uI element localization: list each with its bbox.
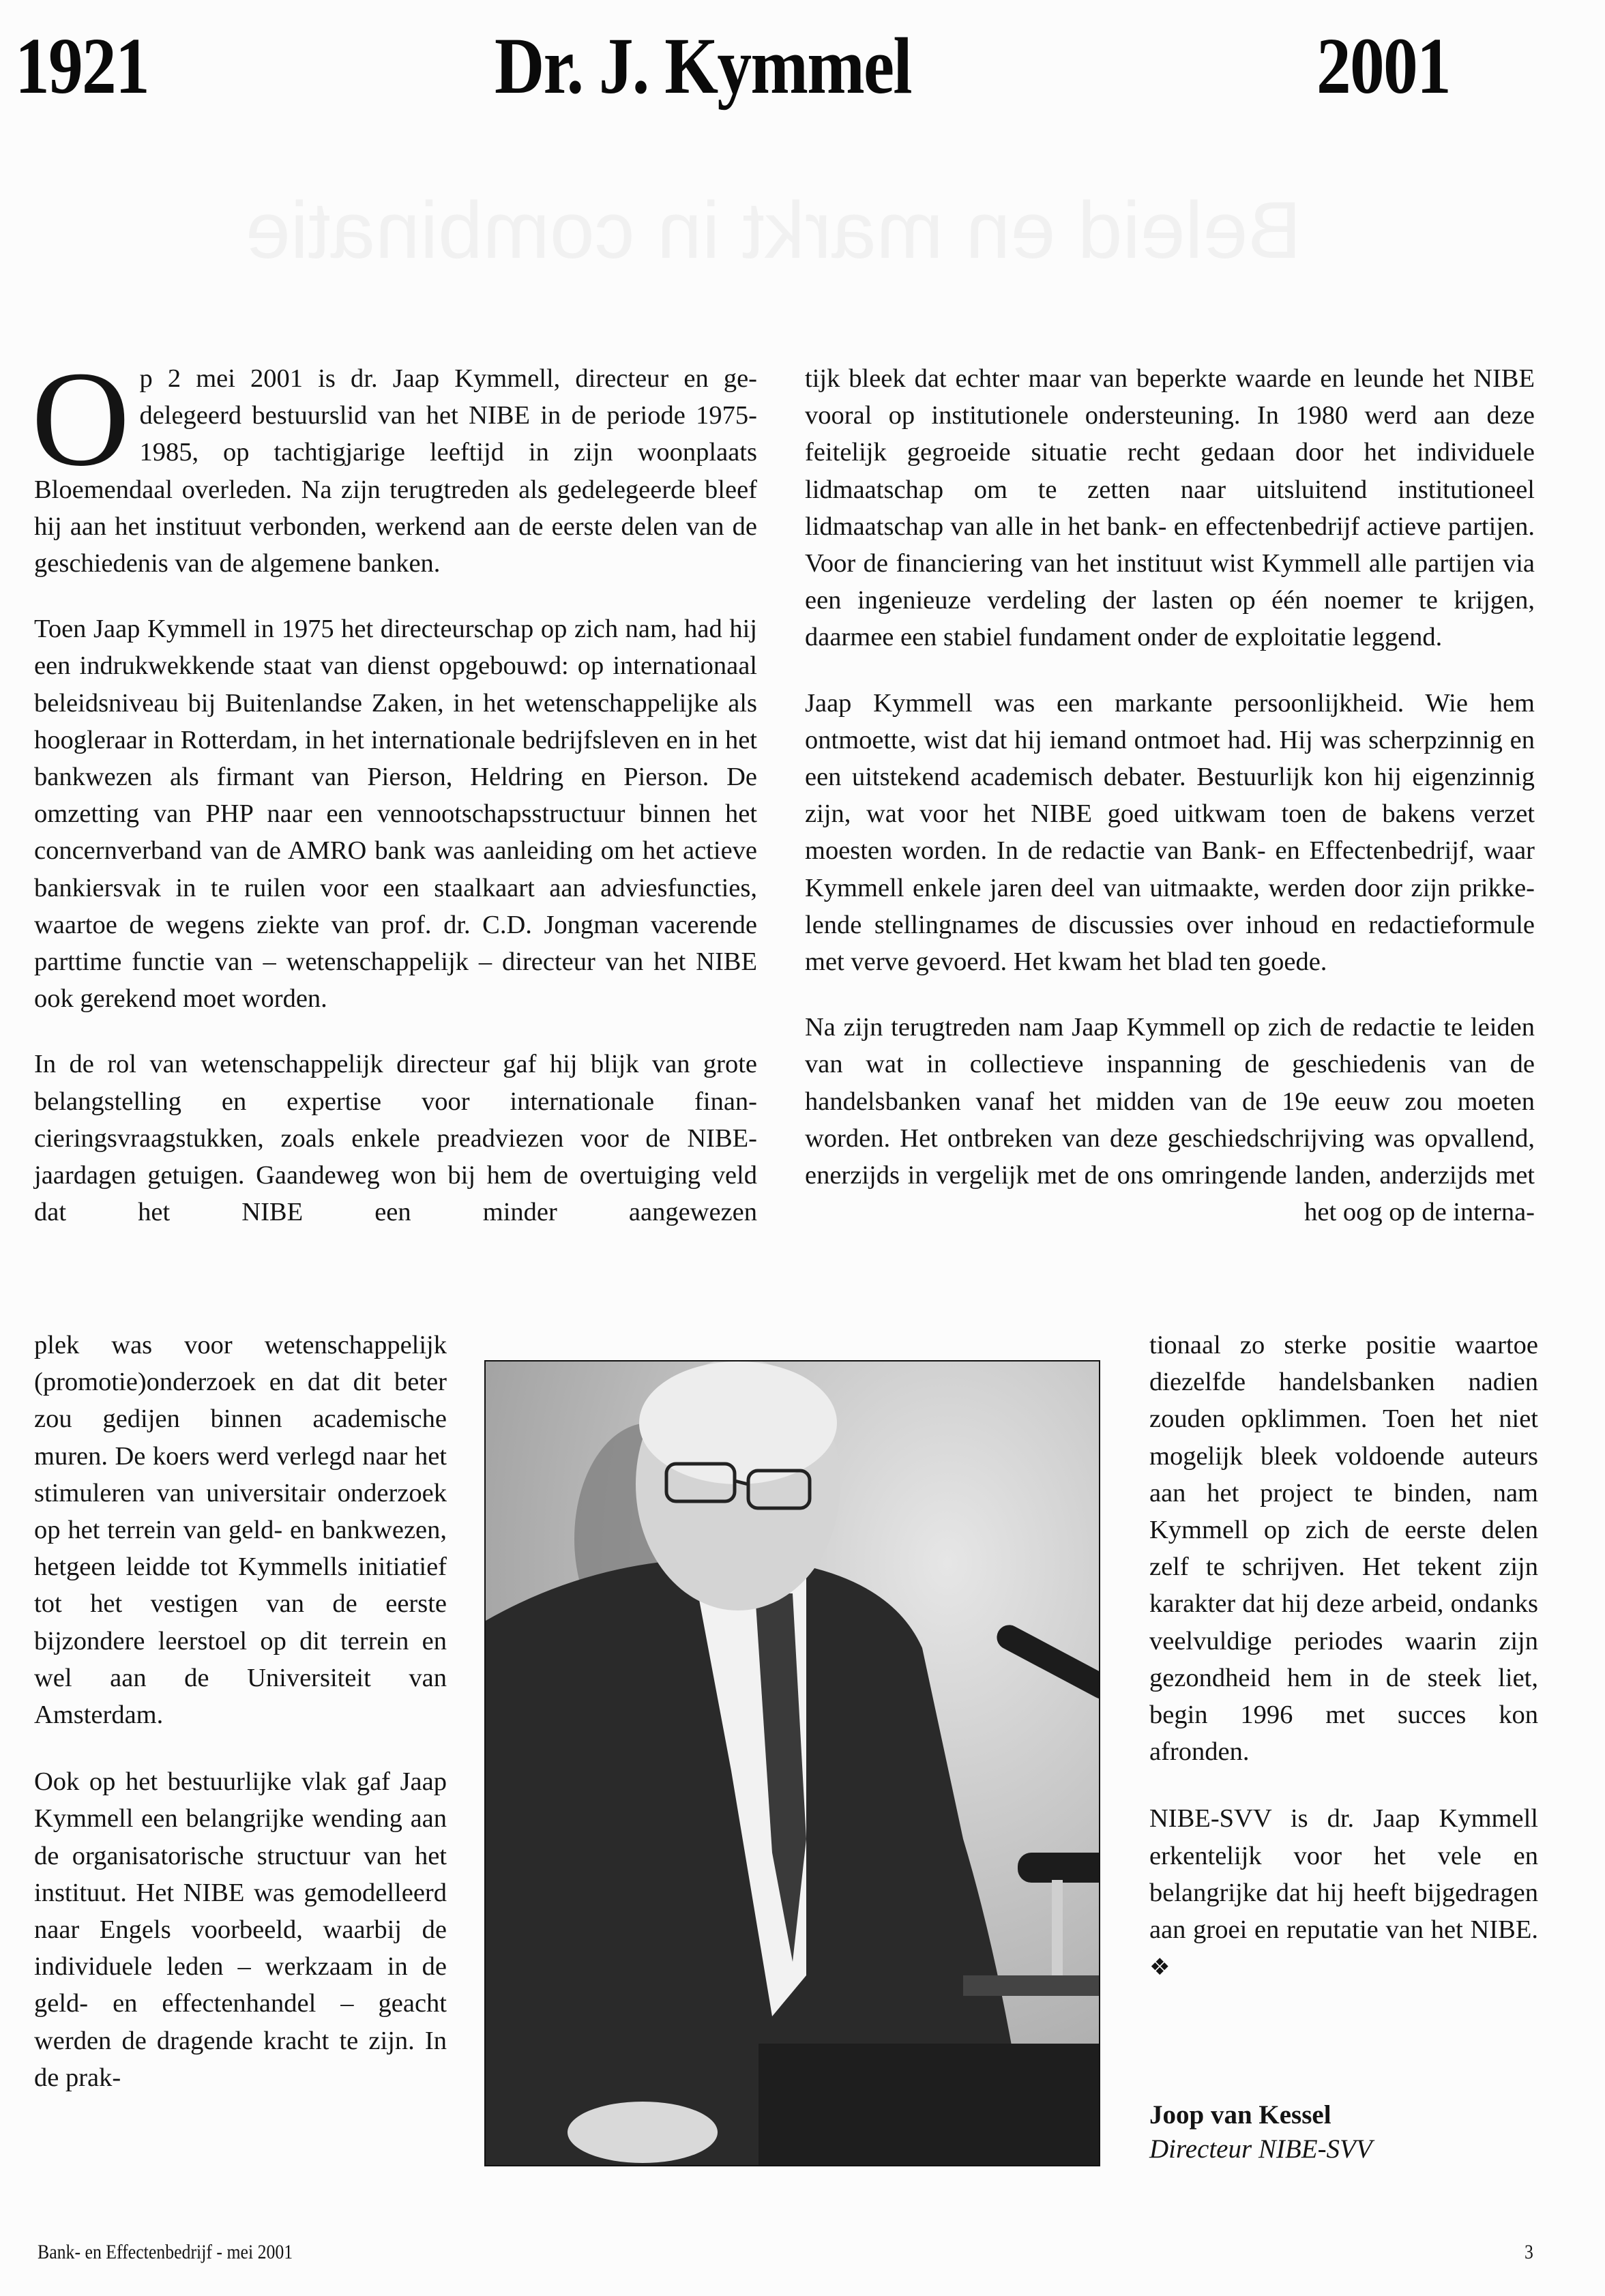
show-through-ghost-text: Beleid en markt in combinatie — [246, 186, 1301, 276]
portrait-photo — [484, 1360, 1100, 2166]
death-year: 2001 — [1316, 21, 1451, 111]
paragraph-research-continued: plek was voor wetenschappelijk (promotie)onderzoek en dat dit beter zou gedijen binnen academische muren. De koers werd verlegd naar het stimuleren van universitair onderzoek op het terrein van geld- en bankwezen, hetgeen leidde tot Kymmells initiatief tot het vestigen van de eerste bijzondere leerstoel op dit terrein en wel aan de Universiteit van Amsterdam. — [34, 1331, 447, 1730]
paragraph-scientific-director: In de rol van wetenschappelijk directeur gaf hij blijk van grote belangstelling en expertise voor internationale financieringsvraagstukken, zoals enkele preadviezen voor de NIBE-jaardagen getuigen. Gaandeweg won bij hem de overtuiging veld dat het NIBE een minder aangewezen — [34, 1050, 757, 1227]
right-column-narrow — [1149, 1327, 1538, 2006]
author-role: Directeur NIBE-SVV — [1149, 2134, 1372, 2164]
birth-year: 1921 — [15, 21, 149, 111]
end-mark-icon: ❖ — [1149, 1954, 1170, 1982]
paragraph-directorship: Toen Jaap Kymmell in 1975 het directeurschap op zich nam, had hij een indrukwekkende staat van dienst opgebouwd: op internationaal beleidsniveau bij Buitenlandse Zaken, in het wetenschappelijke als hoogleraar in Rotterdam, in het internationale bedrijfsleven en in het bankwezen als firmant van Pierson, Heldring en Pierson. De omzetting van PHP naar een vennootschapsstructuur binnen het concernverband van de AMRO bank was aanleiding om het actieve bankiersvak in te ruilen voor een staalkaart aan adviesfuncties, waartoe de wegens ziekte van prof. dr. C.D. Jongman vacerende parttime functie van – wetenschappelijk – directeur van het NIBE ook gerekend moet worden. — [34, 615, 757, 1014]
page-title: Dr. J. Kymmel — [495, 21, 911, 111]
left-column — [31, 344, 757, 1231]
acknowledgement-text: NIBE-SVV is dr. Jaap Kymmell erkentelijk voor het vele en belangrijke dat hij heeft bijgedragen aan groei en reputatie van het NIBE. — [1149, 1804, 1538, 1945]
paragraph-history-continued: tionaal zo sterke positie waartoe diezelfde handelsbanken nadien zouden opklimmen. Toen het niet mogelijk bleek voldoende auteurs aan het project te binden, nam Kymmell op zich de eerste delen zelf te schrijven. Het tekent zijn karakter dat hij deze arbeid, ondanks veelvuldige periodes waarin zijn gezondheid hem in de steek liet, begin 1996 met succes kon afronden. — [1149, 1331, 1538, 1767]
paragraph-membership: tijk bleek dat echter maar van beperkte waarde en leunde het NIBE vooral op institutionele ondersteuning. In 1980 werd aan deze feitelijk gegroeide situatie recht gedaan door het individuele lidmaatschap om te zetten naar uitsluitend institutioneel lidmaatschap van alle in het bank- en effectenbedrijf actieve partijen. Voor de financiering van het instituut wist Kymmell alle partijen via een ingenieuze verdeling der lasten op één noemer te krijgen, daarmee een stabiel fundament onder de exploitatie leggend. — [805, 364, 1535, 652]
left-column-narrow — [34, 1327, 447, 2117]
paragraph-acknowledgement — [1149, 1800, 1538, 1986]
right-column — [805, 360, 1535, 1231]
paragraph-history-project: Na zijn terugtreden nam Jaap Kymmell op zich de redactie te leiden van wat in collectieve inspanning de geschiedenis van de handelsbanken vanaf het midden van de 19e eeuw zou moeten worden. Het ontbreken van deze geschiedschrijving was opvallend, enerzijds in vergelijk met de ons omringende landen, anderzijds met het oog op de interna- — [805, 1013, 1535, 1227]
paragraph-governance: Ook op het bestuurlijke vlak gaf Jaap Kymmell een belangrijke wending aan de organisatorische structuur van het instituut. Het NIBE was gemodelleerd naar Engels voorbeeld, waarbij de individuele leden – werkzaam in de geld- en effectenhandel – geacht werden de dragende kracht te zijn. In de prak- — [34, 1767, 447, 2092]
author-name: Joop van Kessel — [1149, 2100, 1331, 2130]
paragraph-personality: Jaap Kymmell was een markante persoonlijkheid. Wie hem ontmoette, wist dat hij iemand ontmoet had. Hij was scherpzinnig en een uitstekend academisch debater. Bestuurlijk kon hij eigenzinnig zijn, wat voor het NIBE goed uitkwam toen de bakens verzet moesten worden. In de redactie van Bank- en Effectenbedrijf, waar Kymmell enkele jaren deel van uitmaakte, werden door zijn prikkelende stellingnames de discussies over inhoud en redactieformule met verve gevoerd. Het kwam het blad ten goede. — [805, 688, 1535, 977]
publication-footer: Bank- en Effectenbedrijf - mei 2001 — [38, 2241, 293, 2263]
drop-cap: O — [31, 344, 130, 495]
page-number: 3 — [1525, 2241, 1533, 2263]
paragraph-intro — [31, 344, 757, 582]
portrait-illustration — [486, 1362, 1100, 2166]
paragraph-intro-text: p 2 mei 2001 is dr. Jaap Kymmell, directeur en gedelegeerd bestuurslid van het NIBE in de periode 1975-1985, op tachtigjarige leeftijd in zijn woonplaats Bloemendaal overleden. Na zijn terugtreden als gedelegeerde bleef hij aan het instituut verbonden, werkend aan de eerste delen van de geschiedenis van de algemene banken. — [34, 364, 757, 578]
